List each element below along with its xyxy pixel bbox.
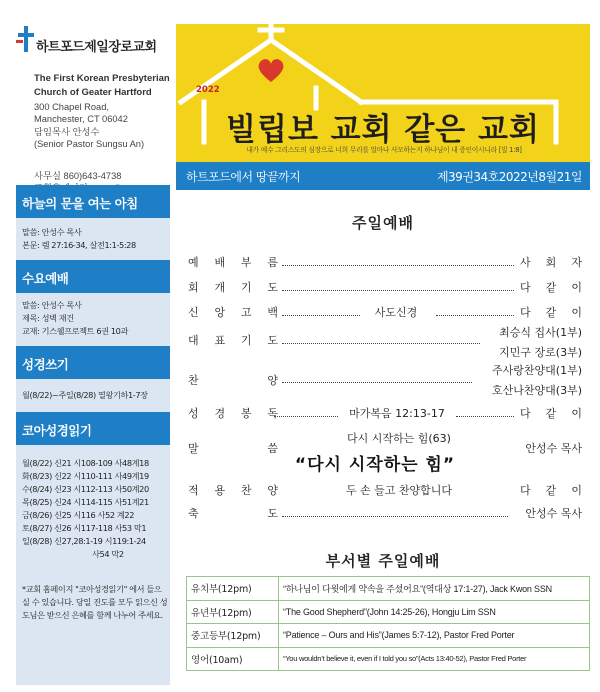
row-right: 지민구 장로(3부) <box>499 346 582 359</box>
department-table <box>186 576 590 671</box>
reading-line: 월(8/22) 신21 시108-109 사48계18 <box>22 458 149 468</box>
dept-content: “You wouldn’t believe it, even if I told you so”(Acts 13:40-52), Pastor Fred Porter <box>279 647 590 671</box>
reading-line: 토(8/27) 신26 시117-118 사53 막1 <box>22 523 147 533</box>
row-label: 축 도 <box>188 507 278 520</box>
row-right: 다 같 이 <box>520 484 582 497</box>
row-label: 대 표 기 도 <box>188 334 278 347</box>
church-name-kr: 하트포드제일장로교회 <box>36 40 157 55</box>
header-banner <box>176 24 590 162</box>
dept-name: 유치부(12pm) <box>187 577 279 601</box>
dept-content: “Patience – Ours and His”(James 5:7-12), Pastor Fred Porter <box>279 624 590 648</box>
church-contact: 사무실 860)643-4738 <box>34 170 148 194</box>
year-label: 2022 <box>196 85 220 95</box>
theme-verse: 내가 예수 그리스도의 심장으로 너희 무리를 얼마나 사모하는지 하나님이 내 증인이시니라 [빌 1:8] <box>246 146 522 154</box>
motto: 하트포드에서 땅끝까지 <box>186 170 301 184</box>
row-right: 주사랑찬양대(1부) <box>492 364 582 377</box>
row-mid: 마가복음 12:13-17 <box>349 407 445 420</box>
sidebar-body-bible-writing: 월(8/22)~주일(8/28) 열왕기하1-7장 <box>22 390 148 400</box>
reading-line: 일(8/28) 신27,28:1-19 시119:1-24 <box>22 536 146 546</box>
dotted-leader <box>282 343 480 344</box>
row-label: 성 경 봉 독 <box>188 407 278 420</box>
reading-line: 목(8/25) 신24 시114-115 사51계21 <box>22 497 149 507</box>
table-row <box>187 600 590 624</box>
dotted-leader <box>274 416 338 417</box>
row-label: 예 배 부 름 <box>188 256 278 269</box>
row-label: 찬 양 <box>188 374 278 387</box>
row-right: 다 같 이 <box>520 306 582 319</box>
dotted-leader <box>282 315 360 316</box>
row-right: 다 같 이 <box>520 281 582 294</box>
dotted-leader <box>282 382 472 383</box>
dotted-leader <box>456 416 514 417</box>
reading-line: 화(8/23) 신22 시110-111 사49계19 <box>22 471 149 481</box>
left-column <box>0 0 172 692</box>
church-address: 300 Chapel Road, Manchester, CT 06042 담임목사 안성수 (Senior Pastor Sungsu An) <box>34 102 145 149</box>
bulletin-title: 빌립보 교회 같은 교회 <box>226 112 540 148</box>
row-label: 말 씀 <box>188 442 278 455</box>
church-name-en: The First Korean Presbyterian Church of Geater Hartford <box>34 73 170 98</box>
table-row <box>187 647 590 671</box>
dotted-leader <box>436 315 514 316</box>
sidebar-heading-morning: 하늘의 문을 여는 아침 <box>16 185 170 218</box>
dotted-leader <box>282 265 514 266</box>
dept-name: 중고등부(12pm) <box>187 624 279 648</box>
reading-line: 금(8/26) 신25 시116 사52 계22 <box>22 510 135 520</box>
sidebar-body-morning: 말씀: 안성수 목사 본문: 렘 27:16-34, 살전1:1-5:28 <box>22 227 136 250</box>
heart-icon <box>259 59 284 82</box>
sidebar-heading-bible-reading: 코아성경읽기 <box>16 412 170 445</box>
church-info <box>16 22 172 182</box>
row-mid: 두 손 들고 찬양합니다 <box>345 484 453 497</box>
worship-title: 주일예배 <box>352 214 414 232</box>
dotted-leader <box>282 516 508 517</box>
dept-name: 유년부(12pm) <box>187 600 279 624</box>
reading-line: 사54 막2 <box>92 549 124 559</box>
dept-content: “The Good Shepherd”(John 14:25-26), Hongju Lim SSN <box>279 600 590 624</box>
church-logo-icon <box>16 26 36 52</box>
motto-bar <box>176 162 590 190</box>
dept-content: “하나님이 다윗에게 약속을 주셨어요”(역대상 17:1-27), Jack Kwon SSN <box>279 577 590 601</box>
table-row <box>187 577 590 601</box>
row-mid: 사도신경 <box>374 306 418 319</box>
sidebar-body-wednesday: 말씀: 안성수 목사 제목: 성벽 재건 교재: 기스웰프로젝트 6권 10과 <box>22 300 128 336</box>
sidebar-body-bible-reading <box>22 457 168 561</box>
row-mid: 다시 시작하는 힘(63) <box>347 432 451 445</box>
row-right: 사 회 자 <box>520 256 582 269</box>
dotted-leader <box>282 290 514 291</box>
sidebar <box>16 185 170 685</box>
reading-line: 수(8/24) 신23 시112-113 사50계20 <box>22 484 149 494</box>
row-right: 안성수 목사 <box>525 507 582 520</box>
row-right: 호산나찬양대(3부) <box>492 384 582 397</box>
table-row <box>187 624 590 648</box>
sidebar-heading-wednesday: 수요예배 <box>16 260 170 293</box>
sidebar-heading-bible-writing: 성경쓰기 <box>16 346 170 379</box>
row-right: 다 같 이 <box>520 407 582 420</box>
sermon-title: “다시 시작하는 힘” <box>294 455 456 475</box>
dept-name: 영어(10am) <box>187 647 279 671</box>
row-right: 안성수 목사 <box>525 442 582 455</box>
sidebar-note: *교회 홈페이지 "코아성경읽기" 에서 들으실 수 있습니다. 당일 진도를 모두 읽으신 성도님은 받으신 은혜를 함께 나누어 주세요. <box>22 584 168 620</box>
row-label: 회 개 기 도 <box>188 281 278 294</box>
row-right: 최승식 집사(1부) <box>499 326 582 339</box>
row-label: 신 앙 고 백 <box>188 306 278 319</box>
issue-date: 제39권34호2022년8월21일 <box>436 170 582 184</box>
department-title: 부서별 주일예배 <box>325 552 441 570</box>
row-label: 적 용 찬 양 <box>188 484 278 497</box>
